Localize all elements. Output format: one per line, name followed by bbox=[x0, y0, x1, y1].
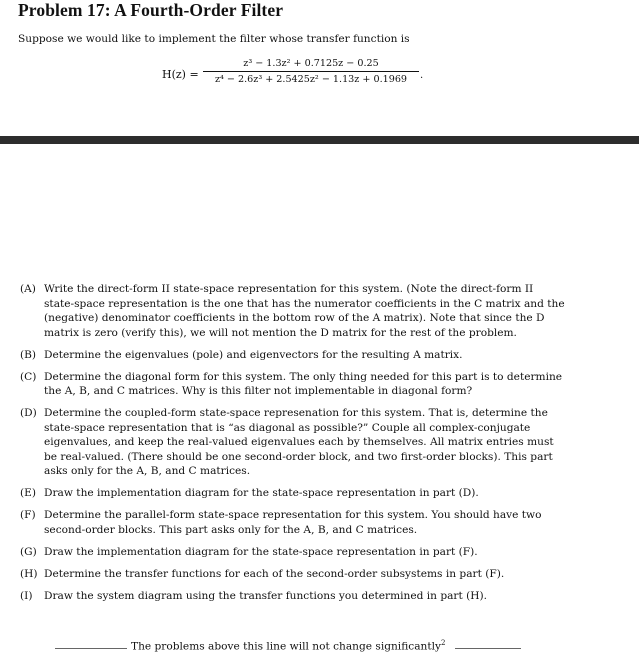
list-item bbox=[20, 589, 566, 604]
item-label: (D) bbox=[20, 407, 37, 420]
item-label: (A) bbox=[20, 283, 36, 295]
footer-rule-left bbox=[55, 648, 127, 649]
item-text: Determine the diagonal form for this system. The only thing needed for this part is to determine the A, B, and C matrices. Why is this filter not implementable in diagonal form? bbox=[44, 370, 563, 398]
section-divider bbox=[0, 136, 639, 144]
list-item bbox=[20, 486, 566, 501]
list-item bbox=[20, 508, 566, 537]
footer-rule-right bbox=[455, 648, 521, 649]
intro-text: Suppose we would like to implement the filter whose transfer function is bbox=[18, 33, 410, 45]
item-label: (H) bbox=[20, 568, 38, 581]
equation-fraction bbox=[203, 57, 419, 86]
footer-note bbox=[55, 637, 521, 657]
item-label: (I) bbox=[20, 590, 33, 603]
list-item bbox=[20, 567, 566, 582]
item-text: Determine the eigenvalues (pole) and eigenvectors for the resulting A matrix. bbox=[44, 348, 463, 361]
equation-denominator: z⁴ − 2.6z³ + 2.5425z² − 1.13z + 0.1969 bbox=[214, 74, 408, 85]
item-label: (B) bbox=[20, 348, 37, 361]
equation-end: . bbox=[420, 70, 424, 81]
item-text: Draw the system diagram using the transfer functions you determined in part (H). bbox=[44, 590, 487, 603]
list-item bbox=[20, 348, 566, 363]
footnote-mark: 2 bbox=[440, 639, 446, 647]
item-label: (C) bbox=[20, 370, 37, 383]
problem-title: Problem 17: A Fourth-Order Filter bbox=[18, 0, 284, 20]
item-text: Write the direct-form II state-space representation for this system. (Note the direct-form II state-space representation is the one that has the numerator coefficients in the C matrix and the (negative) denominator coefficients in the bottom row of the A matrix). Note that since the D matrix is zero (verify this), we will not mention the D matrix for the rest of the problem. bbox=[44, 283, 565, 339]
item-label: (F) bbox=[20, 509, 36, 522]
footer-text: The problems above this line will not change significantly bbox=[131, 640, 441, 653]
footer-text-wrap bbox=[131, 639, 445, 653]
item-label: (E) bbox=[20, 487, 36, 500]
item-label: (G) bbox=[20, 546, 37, 559]
item-text: Determine the transfer functions for each of the second-order subsystems in part (F). bbox=[44, 568, 505, 581]
equation-numerator: z³ − 1.3z² + 0.7125z − 0.25 bbox=[243, 58, 379, 69]
equation-lhs: H(z) = bbox=[162, 68, 199, 81]
item-text: Draw the implementation diagram for the state-space representation in part (D). bbox=[44, 487, 479, 500]
problem-list bbox=[20, 282, 566, 611]
item-text: Determine the parallel-form state-space representation for this system. You should have two second-order blocks. This part asks only for the A, B, and C matrices. bbox=[44, 509, 542, 536]
item-text: Determine the coupled-form state-space represenation for this system. That is, determine the state-space representation that is “as diagonal as possible?” Couple all complex-conjugate eigenvalues, and keep the real-valued eigenvalues each by themselves. All matrix entries must be real-valued. (There should be one second-order block, and two first-order blocks). This part asks only for the A, B, and C matrices. bbox=[44, 407, 554, 478]
list-item bbox=[20, 282, 566, 340]
list-item bbox=[20, 370, 566, 399]
fraction-bar bbox=[203, 71, 419, 72]
list-item bbox=[20, 406, 566, 479]
list-item bbox=[20, 545, 566, 560]
item-text: Draw the implementation diagram for the state-space representation in part (F). bbox=[44, 546, 478, 559]
